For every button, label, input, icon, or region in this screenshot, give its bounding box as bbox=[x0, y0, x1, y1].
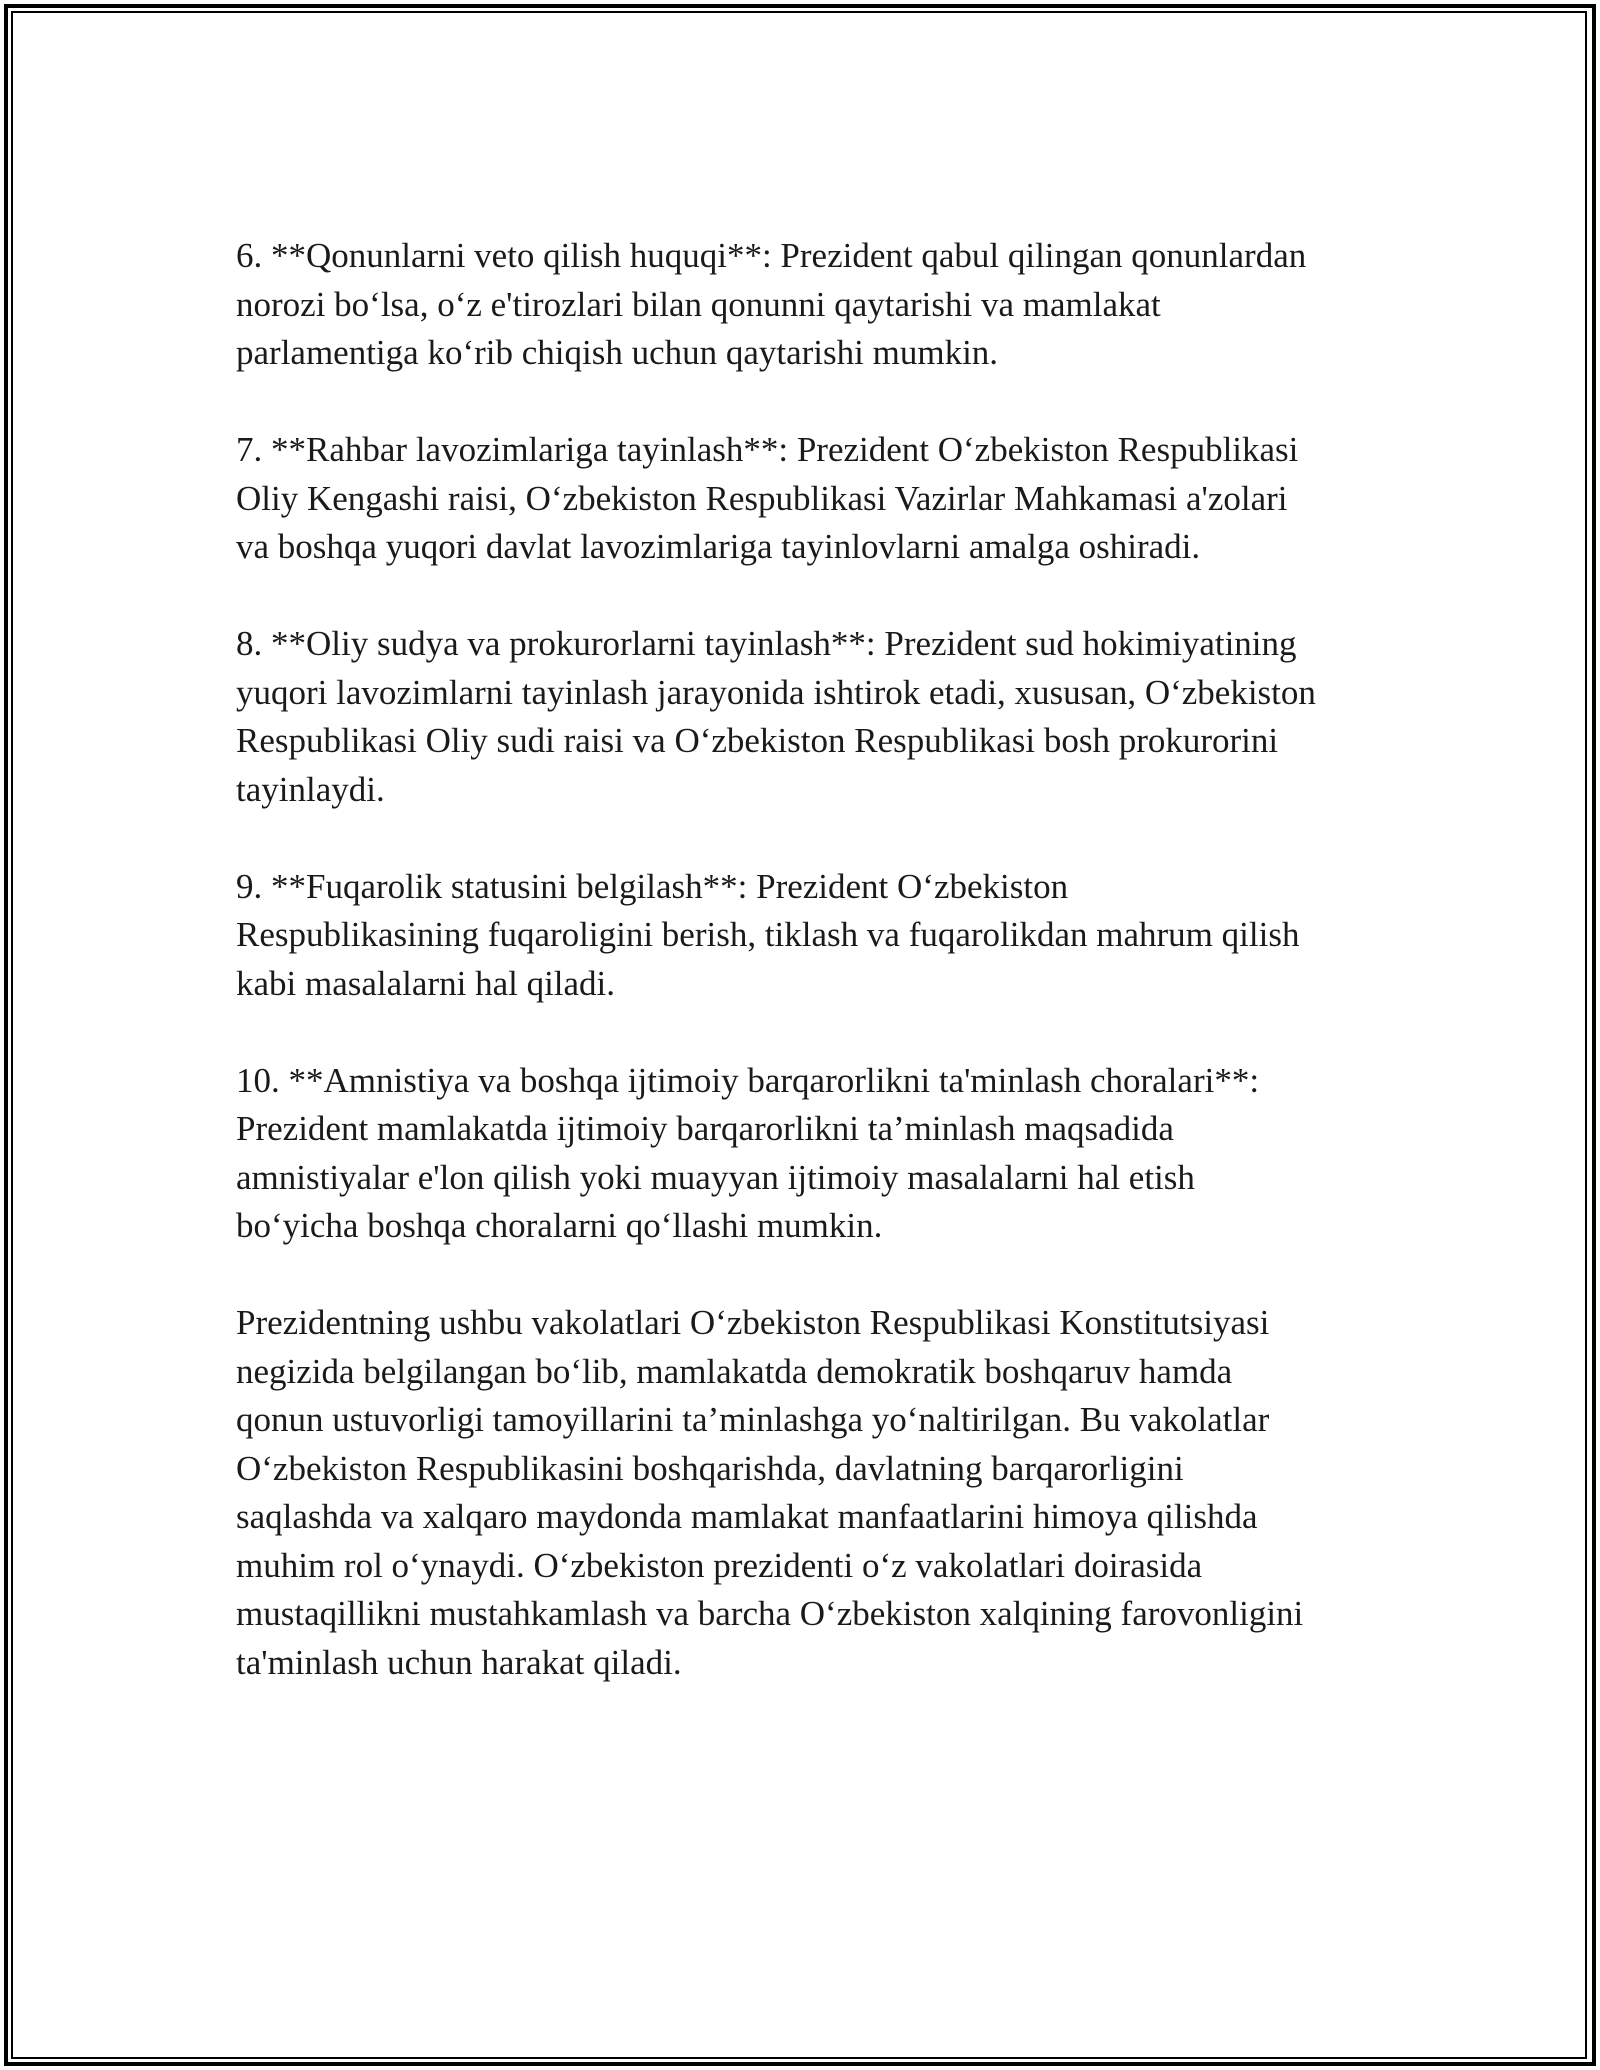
paragraph-item-7 bbox=[236, 426, 1386, 572]
text-line: Oliy Kengashi raisi, O‘zbekiston Respublikasi Vazirlar Mahkamasi a'zolari bbox=[236, 478, 1288, 518]
paragraph-item-8 bbox=[236, 620, 1386, 814]
text-line: 10. **Amnistiya va boshqa ijtimoiy barqarorlikni ta'minlash choralari**: bbox=[236, 1060, 1260, 1100]
text-line: 7. **Rahbar lavozimlariga tayinlash**: Prezident O‘zbekiston Respublikasi bbox=[236, 430, 1299, 469]
paragraph-conclusion bbox=[236, 1299, 1386, 1687]
text-line: Respublikasining fuqaroligini berish, tiklash va fuqarolikdan mahrum qilish bbox=[236, 915, 1300, 954]
text-line: muhim rol o‘ynaydi. O‘zbekiston prezidenti o‘z vakolatlari doirasida bbox=[236, 1545, 1203, 1585]
text-line: va boshqa yuqori davlat lavozimlariga tayinlovlarni amalga oshiradi. bbox=[236, 527, 1201, 566]
text-line: amnistiyalar e'lon qilish yoki muayyan ijtimoiy masalalarni hal etish bbox=[236, 1157, 1195, 1197]
text-line: Respublikasi Oliy sudi raisi va O‘zbekiston Respublikasi bosh prokurorini bbox=[236, 721, 1279, 760]
text-line: 6. **Qonunlarni veto qilish huquqi**: Prezident qabul qilingan qonunlardan bbox=[236, 236, 1307, 275]
text-line: 8. **Oliy sudya va prokurorlarni tayinlash**: Prezident sud hokimiyatining bbox=[236, 624, 1297, 663]
text-line: negizida belgilangan bo‘lib, mamlakatda demokratik boshqaruv hamda bbox=[236, 1351, 1233, 1391]
text-line: 9. **Fuqarolik statusini belgilash**: Prezident O‘zbekiston bbox=[236, 866, 1069, 906]
text-line: kabi masalalarni hal qiladi. bbox=[236, 963, 616, 1003]
document-body bbox=[236, 232, 1386, 1736]
paragraph-item-10 bbox=[236, 1057, 1386, 1251]
text-line: saqlashda va xalqaro maydonda mamlakat manfaatlarini himoya qilishda bbox=[236, 1497, 1258, 1536]
text-line: tayinlaydi. bbox=[236, 769, 385, 809]
text-line: parlamentiga ko‘rib chiqish uchun qaytarishi mumkin. bbox=[236, 333, 999, 372]
text-line: Prezidentning ushbu vakolatlari O‘zbekiston Respublikasi Konstitutsiyasi bbox=[236, 1303, 1270, 1342]
text-line: mustaqillikni mustahkamlash va barcha O‘zbekiston xalqining farovonligini bbox=[236, 1594, 1304, 1633]
text-line: norozi bo‘lsa, o‘z e'tirozlari bilan qonunni qaytarishi va mamlakat bbox=[236, 284, 1161, 324]
text-line: qonun ustuvorligi tamoyillarini ta’minlashga yo‘naltirilgan. Bu vakolatlar bbox=[236, 1400, 1270, 1439]
text-line: bo‘yicha boshqa choralarni qo‘llashi mumkin. bbox=[236, 1206, 883, 1245]
paragraph-item-9 bbox=[236, 863, 1386, 1009]
text-line: yuqori lavozimlarni tayinlash jarayonida ishtirok etadi, xususan, O‘zbekiston bbox=[236, 672, 1316, 712]
paragraph-item-6 bbox=[236, 232, 1386, 378]
text-line: ta'minlash uchun harakat qiladi. bbox=[236, 1642, 682, 1682]
text-line: Prezident mamlakatda ijtimoiy barqarorlikni ta’minlash maqsadida bbox=[236, 1109, 1174, 1148]
text-line: O‘zbekiston Respublikasini boshqarishda, davlatning barqarorligini bbox=[236, 1448, 1184, 1488]
